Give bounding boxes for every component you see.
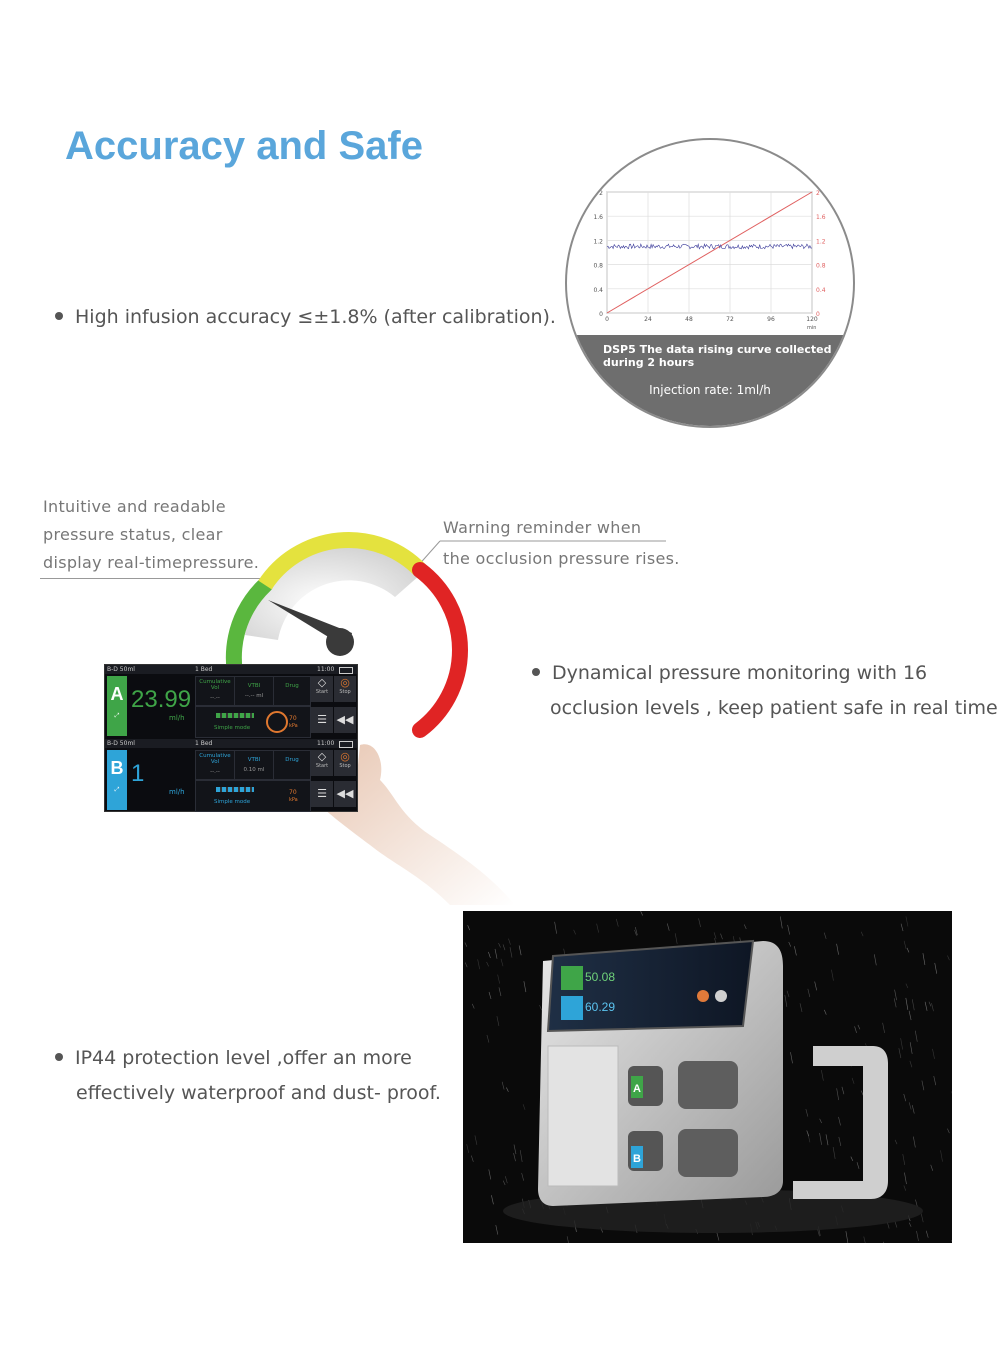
- chart-xtick: 24: [644, 316, 652, 323]
- rain-streak: [508, 939, 510, 945]
- rain-streak: [491, 1195, 493, 1204]
- level-bar: [216, 713, 254, 718]
- rain-streak: [833, 1147, 835, 1159]
- rain-streak: [471, 1156, 473, 1162]
- rain-streak: [498, 975, 500, 984]
- callout-left-line-2: pressure status, clear: [43, 525, 223, 544]
- rain-streak: [837, 944, 839, 955]
- rain-streak: [635, 927, 637, 935]
- rain-streak: [912, 999, 914, 1010]
- rain-streak: [909, 1102, 911, 1109]
- rain-streak: [912, 1105, 914, 1113]
- rain-streak: [806, 1109, 808, 1116]
- photo-channel-b-tag: [561, 996, 583, 1020]
- rain-streak: [837, 1088, 839, 1100]
- pump-driver-b: [678, 1129, 738, 1177]
- rain-streak: [842, 1087, 844, 1094]
- rain-streak: [489, 1169, 491, 1179]
- pressure-unit: kPa: [289, 723, 298, 729]
- photo-screen-b-rate: 60.29: [585, 1000, 616, 1014]
- channel-status-bar: [105, 665, 357, 674]
- rain-streak: [909, 1223, 911, 1227]
- cumulative-label: Cumulative Vol: [199, 679, 231, 691]
- rain-streak: [855, 1026, 857, 1033]
- channel-letter: A: [110, 684, 124, 704]
- rain-streak: [904, 1185, 906, 1190]
- menu-icon: ☰: [317, 713, 327, 726]
- pressure-dial-icon: [266, 711, 288, 733]
- rain-streak: [475, 1135, 477, 1144]
- chart-xlabel: min: [807, 325, 817, 331]
- rewind-icon: ◀◀: [336, 787, 354, 800]
- rain-streak: [505, 1176, 507, 1183]
- rain-streak: [808, 989, 810, 997]
- rain-streak: [506, 1087, 508, 1091]
- chart-ytick-right: 2: [816, 190, 820, 197]
- rain-streak: [923, 953, 925, 965]
- chart-ytick-left: 0: [599, 311, 603, 318]
- channel-row-b: [105, 748, 357, 812]
- gauge-hub: [326, 628, 354, 656]
- rain-streak: [901, 924, 903, 931]
- expand-icon: ⤢: [114, 713, 120, 719]
- rain-streak: [904, 1094, 906, 1101]
- rate-unit: ml/h: [169, 714, 185, 722]
- gauge-red-zone: [420, 570, 460, 730]
- pressure-value: 70: [289, 715, 297, 722]
- rain-streak: [667, 923, 669, 930]
- vtbi-cell: [234, 676, 274, 706]
- rate-value: 23.99: [131, 686, 192, 713]
- rain-streak: [497, 1016, 499, 1026]
- rain-streak: [883, 1023, 885, 1033]
- rain-streak: [851, 1157, 853, 1161]
- rain-streak: [574, 930, 576, 934]
- rain-streak: [884, 1242, 886, 1243]
- pump-driver-a: [678, 1061, 738, 1109]
- pressure-unit: kPa: [289, 797, 298, 803]
- rain-streak: [935, 963, 937, 974]
- menu-icon: ☰: [317, 787, 327, 800]
- rain-streak: [503, 1181, 505, 1185]
- photo-channel-a-tag: [561, 966, 583, 990]
- rain-streak: [787, 991, 789, 997]
- rain-streak: [815, 982, 817, 991]
- rain-streak: [941, 1150, 943, 1161]
- rain-streak: [791, 1052, 793, 1063]
- drug-label: Drug: [285, 757, 299, 763]
- clock-label: 11:00: [317, 740, 335, 747]
- rain-streak: [522, 1173, 524, 1181]
- ip44-line-1: IP44 protection level ,offer an more: [75, 1047, 412, 1069]
- vtbi-cell: [234, 750, 274, 780]
- callout-left-line-3: display real-timepressure.: [43, 553, 260, 572]
- rain-streak: [904, 1173, 906, 1184]
- rain-streak: [524, 981, 526, 992]
- start-label: Start: [315, 689, 329, 695]
- rain-streak: [874, 954, 876, 965]
- rain-streak: [926, 1231, 928, 1238]
- rain-streak: [831, 970, 833, 981]
- chart-ytick-right: 0: [816, 311, 820, 318]
- rain-streak: [906, 984, 908, 988]
- rain-streak: [894, 998, 896, 1007]
- rain-streak: [465, 963, 467, 968]
- rain-streak: [519, 945, 521, 955]
- rain-streak: [915, 1031, 917, 1042]
- channel-status-bar: [105, 739, 357, 748]
- rewind-button[interactable]: [334, 707, 356, 733]
- rain-streak: [468, 925, 470, 930]
- stop-button[interactable]: [334, 750, 356, 776]
- chart-caption: DSP5 The data rising curve collected during 2 hours: [603, 343, 832, 369]
- rain-streak: [824, 1010, 826, 1015]
- rain-streak: [824, 933, 826, 939]
- rain-streak: [895, 1140, 897, 1144]
- rain-streak: [931, 1165, 933, 1171]
- expand-icon: ⤢: [114, 787, 120, 793]
- rain-streak: [903, 1154, 905, 1165]
- rain-streak: [514, 1145, 516, 1155]
- rain-streak: [901, 1038, 903, 1049]
- stop-button[interactable]: [334, 676, 356, 702]
- rain-streak: [921, 1214, 923, 1222]
- mode-label: Simple mode: [214, 799, 251, 805]
- rain-streak: [947, 1129, 949, 1133]
- bullet-dot: [532, 668, 540, 676]
- photo-alarm-indicator: [697, 990, 709, 1002]
- chart-ytick-right: 0.4: [816, 286, 826, 294]
- rain-streak: [947, 956, 949, 961]
- vtbi-value: --.-- ml: [244, 693, 264, 699]
- rain-streak: [907, 948, 909, 952]
- rain-streak: [641, 911, 643, 915]
- menu-button[interactable]: [311, 707, 333, 733]
- chart-xtick: 0: [605, 316, 609, 323]
- photo-label-b: B: [633, 1153, 641, 1165]
- rain-streak: [675, 933, 677, 944]
- rain-streak: [714, 932, 716, 938]
- rain-streak: [931, 1003, 933, 1011]
- rain-streak: [852, 1078, 854, 1084]
- chart-ytick-right: 0.8: [816, 262, 826, 270]
- pump-illustration: [463, 911, 952, 1243]
- chart-xtick: 72: [726, 316, 734, 323]
- drug-label: Drug: [285, 683, 299, 689]
- rain-streak: [785, 995, 787, 1007]
- rain-streak: [895, 1221, 897, 1227]
- start-icon: ◇: [317, 750, 327, 763]
- channel-letter-badge: [107, 676, 127, 736]
- rain-streak: [555, 922, 557, 934]
- accuracy-bullet: [55, 300, 556, 334]
- rain-streak: [820, 1119, 822, 1123]
- chart-xtick: 120: [806, 316, 818, 323]
- pump-handle: [793, 1046, 888, 1199]
- chart-ytick-right: 1.6: [816, 214, 826, 222]
- rain-streak: [904, 941, 906, 949]
- rain-streak: [839, 1117, 841, 1125]
- stop-icon: ◎: [340, 676, 350, 689]
- rain-streak: [899, 1048, 901, 1058]
- vtbi-value: 0.10 ml: [243, 767, 265, 773]
- rain-streak: [465, 942, 467, 946]
- rain-streak: [501, 959, 503, 966]
- rain-streak: [933, 1049, 935, 1059]
- drug-cell[interactable]: [273, 676, 311, 706]
- rain-streak: [567, 1236, 569, 1243]
- rate-unit: ml/h: [169, 788, 185, 796]
- rain-streak: [864, 1237, 866, 1243]
- chart-xtick: 48: [685, 316, 693, 323]
- cumulative-value: --.--: [210, 695, 220, 701]
- stop-label: Stop: [339, 763, 351, 769]
- rain-streak: [922, 1081, 924, 1091]
- chart-subcaption: Injection rate: 1ml/h: [649, 383, 771, 397]
- rain-streak: [846, 1231, 848, 1243]
- rain-streak: [789, 942, 791, 947]
- chart-ytick-right: 1.2: [816, 238, 826, 246]
- syringe-label: B-D 50ml: [107, 666, 135, 673]
- rain-streak: [794, 946, 796, 955]
- rain-streak: [540, 1005, 542, 1010]
- menu-button[interactable]: [311, 781, 333, 807]
- cumulative-value: --.--: [210, 769, 220, 775]
- vtbi-label: VTBI: [247, 683, 261, 689]
- start-icon: ◇: [317, 676, 327, 689]
- pressure-dial-icon: [266, 785, 284, 803]
- photo-screen-a-rate: 50.08: [585, 970, 616, 984]
- rain-streak: [616, 919, 618, 927]
- rain-streak: [861, 932, 863, 936]
- rain-streak: [910, 1042, 912, 1054]
- start-button[interactable]: [311, 676, 333, 702]
- rain-streak: [744, 924, 746, 929]
- cumulative-label: Cumulative Vol: [199, 753, 231, 765]
- rain-streak: [488, 952, 490, 958]
- battery-icon: [339, 741, 353, 748]
- rain-streak: [502, 1082, 504, 1090]
- clock-label: 11:00: [317, 666, 335, 673]
- cumulative-cell: [195, 750, 235, 780]
- chart-ytick-left: 1.2: [593, 238, 603, 246]
- rain-streak: [895, 990, 897, 1001]
- accuracy-chart-circle: [565, 138, 855, 428]
- callout-right-line-1: Warning reminder when: [443, 518, 642, 537]
- rain-streak: [788, 925, 790, 935]
- rewind-button[interactable]: [334, 781, 356, 807]
- rain-streak: [487, 1035, 489, 1043]
- rain-streak: [699, 918, 701, 927]
- syringe-label: B-D 50ml: [107, 740, 135, 747]
- rain-streak: [807, 1131, 809, 1137]
- mode-cell: [195, 780, 311, 812]
- rain-streak: [910, 1061, 912, 1067]
- rain-streak: [826, 1134, 828, 1145]
- rain-streak: [467, 1144, 469, 1153]
- rate-value: 1: [131, 760, 145, 787]
- stop-icon: ◎: [340, 750, 350, 763]
- pressure-value: 70: [289, 789, 297, 796]
- rain-streak: [514, 1153, 516, 1161]
- rain-streak: [858, 1025, 860, 1029]
- chart-ytick-left: 2: [599, 190, 603, 197]
- chart-ytick-left: 0.4: [593, 286, 603, 294]
- rain-streak: [721, 934, 723, 940]
- rain-streak: [839, 1137, 841, 1146]
- rain-streak: [906, 916, 908, 926]
- battery-icon: [339, 667, 353, 674]
- ip44-bullet: [55, 1041, 441, 1110]
- pump-screen: [104, 664, 358, 812]
- rain-streak: [478, 959, 480, 969]
- rain-streak: [780, 916, 782, 928]
- rewind-icon: ◀◀: [336, 713, 354, 726]
- pressure-bullet-line-2: occlusion levels , keep patient safe in real time: [550, 697, 998, 719]
- cumulative-cell: [195, 676, 235, 706]
- pressure-bullet-line-1: Dynamical pressure monitoring with 16: [552, 662, 928, 684]
- callout-right-line-2: the occlusion pressure rises.: [443, 549, 680, 568]
- chart-ytick-left: 0.8: [593, 262, 603, 270]
- rain-streak: [925, 1002, 927, 1011]
- channel-letter-badge: [107, 750, 127, 810]
- rain-streak: [861, 1091, 863, 1096]
- channel-row-a: [105, 674, 357, 738]
- rain-streak: [800, 1003, 802, 1012]
- rain-streak: [857, 1162, 859, 1169]
- pump-photo: [463, 911, 952, 1243]
- bullet-dot: [55, 1053, 63, 1061]
- rain-streak: [520, 1150, 522, 1162]
- ip44-line-2: effectively waterproof and dust- proof.: [76, 1082, 441, 1104]
- page-title: Accuracy and Safe: [65, 124, 423, 168]
- chart-ytick-left: 1.6: [593, 214, 603, 222]
- rain-streak: [906, 998, 908, 1010]
- pressure-bullet: [532, 656, 998, 725]
- rain-streak: [821, 1070, 823, 1081]
- rain-streak: [717, 1233, 719, 1241]
- stop-label: Stop: [339, 689, 351, 695]
- rain-streak: [489, 992, 491, 999]
- rain-streak: [909, 1011, 911, 1020]
- photo-label-a: A: [633, 1083, 641, 1095]
- start-label: Start: [315, 763, 329, 769]
- bullet-dot: [55, 312, 63, 320]
- rain-streak: [929, 1002, 931, 1007]
- rain-streak: [503, 944, 505, 950]
- rain-streak: [934, 1076, 936, 1085]
- callout-left-line-1: Intuitive and readable: [43, 497, 226, 516]
- bed-label: 1 Bed: [195, 666, 213, 673]
- channel-letter: B: [110, 758, 124, 778]
- mode-label: Simple mode: [214, 725, 251, 731]
- rain-streak: [913, 1137, 915, 1148]
- rain-streak: [472, 1004, 474, 1009]
- pump-instruction-panel: [548, 1046, 618, 1186]
- level-bar: [216, 787, 254, 792]
- rain-streak: [820, 1133, 822, 1145]
- bed-label: 1 Bed: [195, 740, 213, 747]
- photo-button: [715, 990, 727, 1002]
- rain-streak: [597, 924, 599, 933]
- rain-streak: [499, 943, 501, 947]
- start-button[interactable]: [311, 750, 333, 776]
- accuracy-text: High infusion accuracy ≤±1.8% (after calibration).: [75, 306, 556, 328]
- rain-streak: [510, 947, 512, 957]
- drug-cell[interactable]: [273, 750, 311, 780]
- rain-streak: [499, 987, 501, 996]
- rain-streak: [496, 1225, 498, 1234]
- rain-streak: [523, 1104, 525, 1110]
- mode-cell: [195, 706, 311, 738]
- rain-streak: [487, 962, 489, 966]
- rain-streak: [495, 949, 497, 959]
- chart-xtick: 96: [767, 316, 775, 323]
- rain-streak: [916, 1231, 918, 1241]
- vtbi-label: VTBI: [247, 757, 261, 763]
